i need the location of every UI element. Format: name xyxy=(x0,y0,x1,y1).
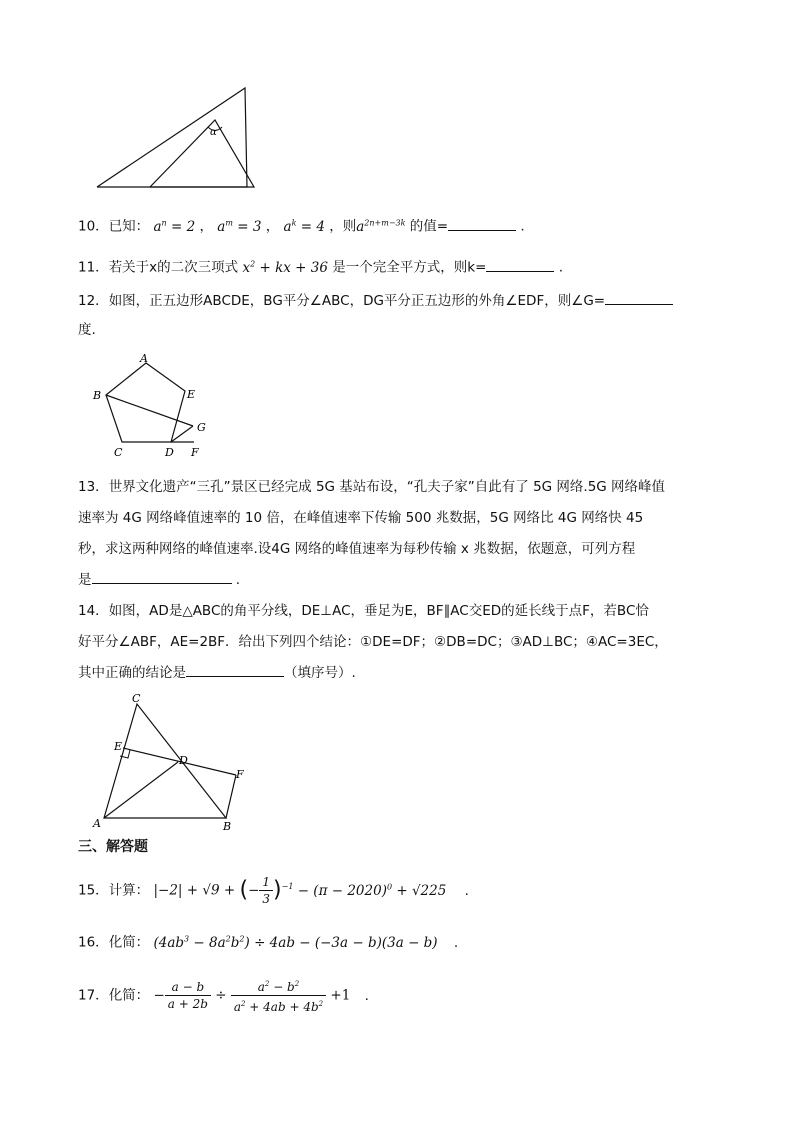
svg-text:D: D xyxy=(165,446,174,459)
question-14-line3: 其中正确的结论是 （填序号）. xyxy=(78,662,356,684)
question-16: 16．化简： $(4ab^3 - 8a^2b^2) \div 4ab - (-3a - b)(3a - b)$ . xyxy=(78,934,459,951)
pentagon-figure-q12 xyxy=(86,350,216,462)
svg-text:C: C xyxy=(114,446,123,459)
triangle-figure-q14 xyxy=(90,690,250,832)
svg-text:D: D xyxy=(179,754,188,767)
question-17: 17．化简： − $\frac{a - b}{a + 2b}$ ÷ $\frac{a^2 - b^2}{a^2 + 4ab + 4b^2}$ +1 . xyxy=(78,976,369,1015)
question-13-line3: 秒，求这两种网络的峰值速率.设4G 网络的峰值速率为每秒传输 x 兆数据，依题意，可列方程 xyxy=(78,541,636,557)
math-expr: − $(\pi - 2020)^0 + √225$ xyxy=(297,882,447,899)
svg-text:E: E xyxy=(114,740,123,753)
svg-text:B: B xyxy=(93,389,102,402)
answer-blank[interactable] xyxy=(186,662,284,677)
triangle-abc xyxy=(104,704,226,818)
svg-text:F: F xyxy=(236,768,244,781)
svg-text:G: G xyxy=(197,421,206,434)
answer-blank[interactable] xyxy=(92,569,232,584)
math-expr: $x^2$ + kx + 36 xyxy=(242,259,328,276)
math-expr: |−2| + √9 + xyxy=(153,882,240,899)
math-expr: $a^k = 4$ xyxy=(283,218,325,235)
question-12-line2: 度. xyxy=(78,322,96,338)
math-expr: $(4ab^3 - 8a^2b^2) \div 4ab - (-3a - b)(3a - b)$ xyxy=(153,934,438,951)
svg-text:E: E xyxy=(187,388,196,401)
svg-text:B: B xyxy=(223,820,232,832)
answer-blank[interactable] xyxy=(448,216,516,231)
question-13-line2: 速率为 4G 网络峰值速率的 10 倍，在峰值速率下传输 500 兆数据，5G 网络比 4G 网络快 45 xyxy=(78,510,644,526)
math-expr: $a^n = 2$ xyxy=(153,218,196,235)
figure-q9-inner xyxy=(150,120,254,187)
question-14-line1: 14．如图，AD是△ABC的角平分线，DE⊥AC，垂足为E，BF∥AC交ED的延长线于点F，若BC恰 xyxy=(78,603,649,619)
label-alpha: α xyxy=(210,127,217,138)
svg-text:C: C xyxy=(132,692,141,705)
fraction: $\frac{a^2 - b^2}{a^2 + 4ab + 4b^2}$ xyxy=(231,976,326,1015)
svg-text:A: A xyxy=(140,352,148,365)
fraction: $\frac{a - b}{a + 2b}$ xyxy=(165,979,211,1012)
section-title: 三、解答题 xyxy=(78,839,148,855)
question-15: 15．计算： |−2| + √9 + (− $\frac{1}{3}$ )$^{-1} - (\pi - 2020)^0 + √225$ . xyxy=(78,875,469,906)
fraction: $\frac{1}{3}$ xyxy=(259,874,273,907)
answer-blank[interactable] xyxy=(605,290,673,305)
question-10: 10．已知： $a^n = 2$ ， $a^m = 3$ ， $a^k = 4$ ，则$a^{2n+m-3k}$ 的值= . xyxy=(78,212,525,238)
answer-blank[interactable] xyxy=(486,257,554,272)
question-11: 11．若关于x的二次三项式 $x^2$ + kx + 36 是一个完全平方式，则k= . xyxy=(78,253,563,279)
question-13-line1: 13．世界文化遗产“三孔”景区已经完成 5G 基站布设，“孔夫子家”自此有了 5G 网络.5G 网络峰值 xyxy=(78,479,666,495)
question-13-line4: 是 . xyxy=(78,569,240,591)
svg-text:A: A xyxy=(93,817,101,830)
question-12: 12．如图，正五边形ABCDE，BG平分∠ABC，DG平分正五边形的外角∠EDF，则∠G= xyxy=(78,290,673,312)
math-expr: $a^m = 3$ xyxy=(217,218,262,235)
triangle-figure-q9 xyxy=(90,84,265,192)
question-14-line2: 好平分∠ABF，AE=2BF．给出下列四个结论：①DE=DF；②DB=DC；③AD⊥BC；④AC=3EC， xyxy=(78,634,668,650)
math-expr: $a^{2n+m-3k}$ xyxy=(356,218,406,235)
pentagon xyxy=(106,363,185,442)
svg-text:F: F xyxy=(191,446,199,459)
